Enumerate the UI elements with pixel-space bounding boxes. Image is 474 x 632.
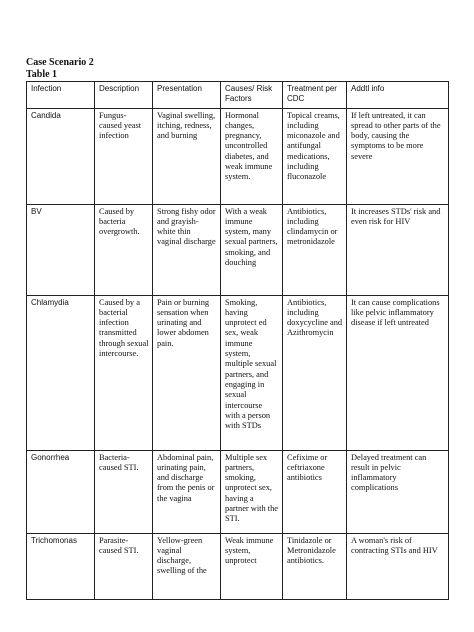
cell-treatment: Tinidazole or Metronidazole antibiotics. (283, 533, 347, 599)
cell-causes: Hormonal changes, pregnancy, uncontrolled diabetes, and weak immune system. (221, 108, 283, 204)
header-infection: Infection (27, 82, 95, 109)
table-row (27, 108, 449, 204)
cell-infection: Candida (27, 108, 95, 204)
cell-causes: Weak immune system, unprotect (221, 533, 283, 599)
cell-infection: Gonorrhea (27, 450, 95, 533)
header-addtl-info: Addtl info (347, 82, 449, 109)
cell-additional-info: If left untreated, it can spread to other parts of the body, causing the symptoms to be more severe (347, 108, 449, 204)
cell-infection: Trichomonas (27, 533, 95, 599)
cell-description: Bacteria-caused STI. (95, 450, 153, 533)
cell-presentation: Yellow-green vaginal discharge, swelling of the (153, 533, 221, 599)
cell-presentation: Abdominal pain, urinating pain, and discharge from the penis or the vagina (153, 450, 221, 533)
cell-infection: BV (27, 204, 95, 295)
cell-treatment: Cefixime or ceftriaxone antibiotics (283, 450, 347, 533)
cell-additional-info: It increases STDs' risk and even risk for HIV (347, 204, 449, 295)
table-row (27, 204, 449, 295)
cell-causes: With a weak immune system, many sexual partners, smoking, and douching (221, 204, 283, 295)
cell-causes: Smoking, having unprotect ed sex, weak immune system, multiple sexual partners, and engaging in sexual intercourse with a person with STDs (221, 295, 283, 450)
cell-description: Parasite-caused STI. (95, 533, 153, 599)
cell-additional-info: A woman's risk of contracting STIs and HIV (347, 533, 449, 599)
cell-description: Fungus-caused yeast infection (95, 108, 153, 204)
infection-table (26, 81, 449, 600)
cell-additional-info: Delayed treatment can result in pelvic inflammatory complications (347, 450, 449, 533)
table-caption: Table 1 (26, 69, 58, 80)
cell-description: Caused by a bacterial infection transmitted through sexual intercourse. (95, 295, 153, 450)
cell-treatment: Topical creams, including miconazole and antifungal medications, including fluconazole (283, 108, 347, 204)
cell-additional-info: It can cause complications like pelvic inflammatory disease if left untreated (347, 295, 449, 450)
header-treatment-per-cdc: Treatment per CDC (283, 82, 347, 109)
cell-presentation: Strong fishy odor and grayish-white thin vaginal discharge (153, 204, 221, 295)
header-presentation: Presentation (153, 82, 221, 109)
cell-causes: Multiple sex partners, smoking, unprotect sex, having a partner with the STI. (221, 450, 283, 533)
table-row (27, 295, 449, 450)
header-causes-risk-factors: Causes/ Risk Factors (221, 82, 283, 109)
table-header-row (27, 82, 449, 109)
cell-infection: Chlamydia (27, 295, 95, 450)
case-scenario-title: Case Scenario 2 (26, 57, 94, 68)
table-row (27, 450, 449, 533)
cell-description: Caused by bacteria overgrowth. (95, 204, 153, 295)
cell-treatment: Antibiotics, including doxycycline and Azithromycin (283, 295, 347, 450)
cell-presentation: Vaginal swelling, itching, redness, and burning (153, 108, 221, 204)
cell-presentation: Pain or burning sensation when urinating and lower abdomen pain. (153, 295, 221, 450)
table-row (27, 533, 449, 599)
cell-treatment: Antibiotics, including clindamycin or metronidazole (283, 204, 347, 295)
header-description: Description (95, 82, 153, 109)
